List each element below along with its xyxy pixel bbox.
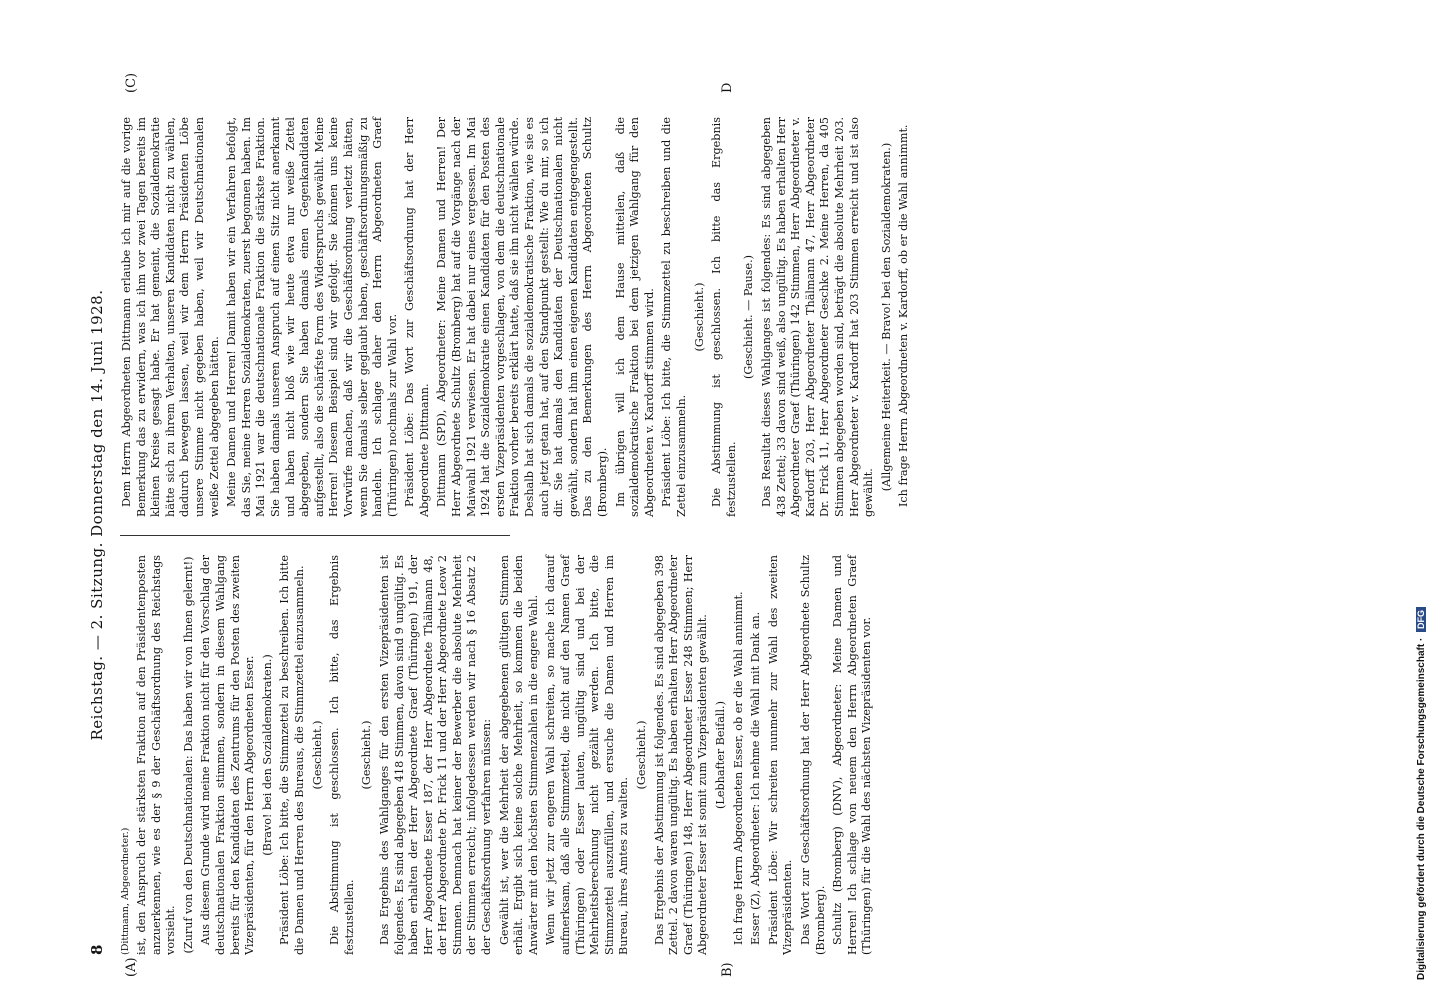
stage-direction: (Geschieht.) [310,720,324,790]
interjection: (Allgemeine Heiterkeit. — Bravo! bei den Sozialdemokraten.) [879,142,893,492]
margin-mark-d: D [720,82,735,93]
margin-mark-a: (A) [124,957,139,977]
margin-mark-c: (C) [124,72,139,93]
paragraph: Das Wort zur Geschäftsordnung hat der Herr Abgeordnete Schultz (Bromberg). [798,555,827,955]
paragraph: Das Ergebnis des Wahlganges für den ersten Vizepräsidenten ist folgendes. Es sind abgegeben 418 Stimmen, davon sind 9 ungültig. Es haben erhalten der Herr Abgeordnete Graef (Thüringen) 191, der Herr Abgeordnete Esser 187, der Herr Abgeordnete Thälmann 48, der Herr Abgeordnete Dr. Frick 11 und der Herr Abgeordnete Leow 2 Stimmen. Demnach hat keiner der Bewerber die absolute Mehrheit der Stimmen erreicht; infolgedessen werden wir nach § 16 Absatz 2 der Geschäftsordnung verfahren müssen: [377,555,494,955]
paragraph: Das Ergebnis der Abstimmung ist folgendes. Es sind abgegeben 398 Zettel. 2 davon waren ungültig. Es haben erhalten Herr Abgeordneter Graef (Thüringen) 148, Herr Abgeordneter Esser 248 Stimmen; Herr Abgeordneter Esser ist somit zum Vizepräsidenten gewählt. [652,555,710,955]
paragraph: Dem Herrn Abgeordneten Dittmann erlaube ich mir auf die vorige Bemerkung das zu erwidern, was ich ihm vor zwei Tagen bereits im kleinen Kreise gesagt habe. Er hat gemeint, die Sozialdemokratie hätte sich zu ihrem Verhalten, unseren Kandidaten nicht zu wählen, dadurch bewegen lassen, weil wir dem Herrn Präsidenten Löbe unsere Stimme nicht gegeben haben, weil wir Deutschnationalen weiße Zettel abgegeben hätten. [120,117,221,517]
funding-text: Digitalisierung gefördert durch die Deutsche Forschungsgemeinschaft [1416,643,1427,980]
column-divider [120,535,510,536]
speech-paragraph: Präsident Löbe: Wir schreiten nunmehr zur Wahl des zweiten Vizepräsidenten. [766,555,795,955]
dfg-logo: DFG [1416,607,1426,632]
scanned-page [80,72,1340,977]
speech-paragraph: Esser (Z), Abgeordneter: Ich nehme die Wahl mit Dank an. [749,611,763,945]
paragraph: Gewählt ist, wer die Mehrheit der abgegebenen gültigen Stimmen erhält. Ergibt sich keine solche Mehrheit, so kommen die beiden Anwärter mit den höchsten Stimmenzahlen in die engere Wahl. [497,555,540,955]
stage-direction: (Geschieht.) [635,720,648,790]
paragraph: Ich frage Herrn Abgeordneten v. Kardorff, ob er die Wahl annimmt. [897,124,911,507]
left-column [120,555,878,955]
stage-direction: (Geschieht.) [692,282,706,352]
speech-paragraph: Präsident Löbe: Ich bitte, die Stimmzettel zu beschreiben. Ich bitte die Damen und Herren des Bureaus, die Stimmzettel einzusammeln. [278,555,306,955]
paragraph: Im übrigen will ich dem Hause mitteilen, daß die sozialdemokratische Fraktion bei dem jetzigen Wahlgang für den Abgeordneten v. Kardorff stimmen wird. [613,117,656,517]
funding-note: Digitalisierung gefördert durch die Deutsche Forschungsgemeinschaft · DFG [1416,0,1434,980]
page-header [80,75,114,955]
paragraph: Meine Damen und Herren! Damit haben wir ein Verfahren befolgt, das Sie, meine Herren Sozialdemokraten, zuerst begonnen haben. Im Mai 1921 war die deutschnationale Fraktion die stärkste Fraktion. Sie haben damals unseren Anspruch auf einen Sitz nicht anerkannt und haben nicht bloß wie wir heute etwa nur weiße Zettel abgegeben, sondern Sie haben damals einen Gegenkandidaten aufgestellt, also die schärfste Form des Widerspruchs gewählt. Meine Herren! Diesem Beispiel sind wir gefolgt. Sie können uns keine Vorwürfe machen, daß wir die Geschäftsordnung verletzt hätten, wenn Sie damals selber geglaubt haben, geschäftsordnungsmäßig zu handeln. Ich schlage daher den Herrn Abgeordneten Graef (Thüringen) nochmals zur Wahl vor. [225,117,399,517]
page-number: 8 [88,944,106,955]
paragraph: Aus diesem Grunde wird meine Fraktion nicht für den Vorschlag der deutschnationalen Fraktion stimmen, sondern in diesem Wahlgang bereits für den Kandidaten des Zentrums für den Posten des zweiten Vizepräsidenten, für den Herrn Abgeordneten Esser. [199,555,257,955]
speech-paragraph: Präsident Löbe: Ich bitte, die Stimmzettel zu beschreiben und die Zettel einzusammeln. [660,117,688,517]
interjection: (Bravo! bei den Sozialdemokraten.) [260,654,274,856]
interjection: (Lebhafter Beifall.) [713,701,727,809]
speech-paragraph: Schultz (Bromberg) (DNV), Abgeordneter: Meine Damen und Herren! Ich schlage von neuem den Herrn Abgeordneten Graef (Thüringen) für die Wahl des nächsten Vizepräsidenten vor. [831,555,874,955]
page-title: Reichstag. — 2. Sitzung. Donnerstag den 14. Juni 1928. [88,289,106,741]
paragraph: Das Resultat dieses Wahlganges ist folgendes: Es sind abgegeben 438 Zettel; 33 davon sind weiß, also ungültig. Es haben erhalten Herr Abgeordneter Graef (Thüringen) 142 Stimmen, Herr Abgeordneter v. Kardorff 203, Herr Abgeordneter Thälmann 47, Herr Abgeordneter Dr. Frick 11, Herr Abgeordneter Geschke 2. Meine Herren, da 405 Stimmen abgegeben worden sind, beträgt die absolute Mehrheit 203. Herr Abgeordneter v. Kardorff hat 203 Stimmen erreicht und ist also gewählt. [759,117,876,517]
stage-direction: (Geschieht.) [360,720,374,790]
paragraph: ist, den Anspruch der stärksten Fraktion auf den Präsidentenposten anzuerkennen, wie es der § 9 der Geschäftsordnung des Reichstags vorsieht. [135,555,178,955]
paragraph: Die Abstimmung ist geschlossen. Ich bitte das Ergebnis festzustellen. [710,117,738,517]
speech-paragraph: Präsident Löbe: Das Wort zur Geschäftsordnung hat der Herr Abgeordnete Dittmann. [403,117,431,517]
interjection: (Zuruf von den Deutschnationalen: Das haben wir von Ihnen gelernt!) [181,556,195,954]
speech-paragraph: Dittmann (SPD), Abgeordneter: Meine Damen und Herren! Der Herr Abgeordnete Schultz (Bromberg) hat auf die Vorgänge nach der Maiwahl 1921 verwiesen. Er hat dabei nur eines vergessen. Im Mai 1924 hat die Sozialdemokratie einen Kandidaten für den Posten des ersten Vizepräsidenten vorgeschlagen, von dem die deutschnationale Fraktion vorher bereits erklärt hatte, daß sie ihn nicht wählen würde. Deshalb hat sich damals die sozialdemokratische Fraktion, wie sie es auch jetzt getan hat, auf den Standpunkt gestellt: Wie du mir, so ich dir. Sie hat damals den Kandidaten der Deutschnationalen nicht gewählt, sondern hat ihm einen eigenen Kandidaten entgegengestellt. Das zu den Bemerkungen des Herrn Abgeordneten Schultz (Bromberg). [435,117,609,517]
paragraph: Die Abstimmung ist geschlossen. Ich bitte, das Ergebnis festzustellen. [328,555,356,955]
paragraph: Wenn wir jetzt zur engeren Wahl schreiten, so mache ich darauf aufmerksam, daß alle Stimmzettel, die nicht auf den Namen Graef (Thüringen) oder Esser lauten, ungültig sind und bei der Mehrheitsberechnung nicht gezählt werden. Ich bitte, die Stimmzettel auszufüllen, und ersuche die Damen und Herren im Bureau, ihres Amtes zu walten. [544,555,631,955]
margin-mark-b: B) [720,962,735,977]
stage-direction: (Geschieht. — Pause.) [742,254,756,380]
paragraph: Ich frage Herrn Abgeordneten Esser, ob er die Wahl annimmt. [731,591,745,945]
speaker-continuation: (Dittmann, Abgeordneter.) [120,827,131,955]
right-column [120,117,915,517]
